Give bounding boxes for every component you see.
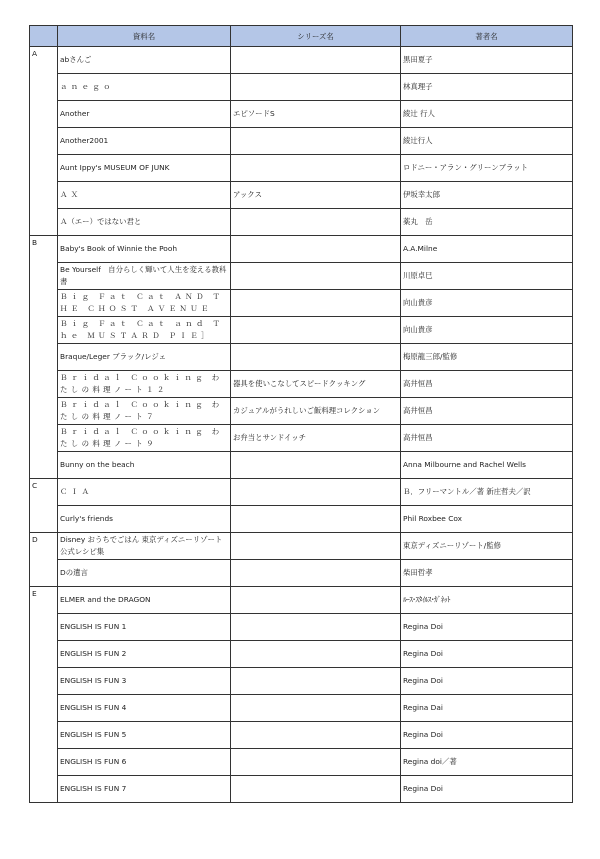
series-cell [231,695,401,722]
group-letter: D [30,533,58,587]
series-cell [231,641,401,668]
table-row [30,317,573,344]
author-cell: Regina doi／著 [401,749,573,776]
title-cell: ａｎｅｇｏ [58,74,231,101]
header-title: 資料名 [58,26,231,47]
table-row [30,344,573,371]
author-cell: Regina Dai [401,695,573,722]
table-row [30,587,573,614]
series-cell [231,290,401,317]
header-series: シリーズ名 [231,26,401,47]
series-cell [231,560,401,587]
author-cell: 梅原龍三郎/監修 [401,344,573,371]
title-cell: Braque/Leger ブラック/レジェ [58,344,231,371]
title-cell: abさんご [58,47,231,74]
author-cell: Regina Doi [401,776,573,803]
title-cell: ENGLISH IS FUN 3 [58,668,231,695]
group-letter: A [30,47,58,236]
author-cell: 林真理子 [401,74,573,101]
author-cell: 向山貴彦 [401,317,573,344]
series-cell [231,749,401,776]
title-cell: Bunny on the beach [58,452,231,479]
title-cell: ENGLISH IS FUN 6 [58,749,231,776]
title-cell: ELMER and the DRAGON [58,587,231,614]
group-letter: E [30,587,58,803]
author-cell: Regina Doi [401,722,573,749]
title-cell: Ｂｉｇ Ｆａｔ Ｃａｔ ＡＮＤ ＴＨＥ ＣＨＯＳＴ ＡＶＥＮＵＥ [58,290,231,317]
series-cell: エピソードS [231,101,401,128]
series-cell: カジュアルがうれしいご飯料理コレクション [231,398,401,425]
author-cell: Anna Milbourne and Rachel Wells [401,452,573,479]
table-row [30,722,573,749]
table-row [30,398,573,425]
table-row [30,209,573,236]
table-row [30,776,573,803]
series-cell [231,479,401,506]
series-cell [231,263,401,290]
author-cell: 川原卓巳 [401,263,573,290]
title-cell: Ｂｒｉｄａｌ Ｃｏｏｋｉｎｇ わたしの料理ノート７ [58,398,231,425]
table-row [30,371,573,398]
author-cell: Phil Roxbee Cox [401,506,573,533]
author-cell: 綾辻 行人 [401,101,573,128]
title-cell: ENGLISH IS FUN 1 [58,614,231,641]
series-cell: お弁当とサンドイッチ [231,425,401,452]
table-row [30,290,573,317]
series-cell [231,236,401,263]
series-cell [231,533,401,560]
author-cell: Ｂ．フリーマントル／著 新庄哲夫／訳 [401,479,573,506]
title-cell: ENGLISH IS FUN 7 [58,776,231,803]
series-cell [231,74,401,101]
table-body [30,47,573,803]
author-cell: 高井恒昌 [401,398,573,425]
table-row [30,101,573,128]
title-cell: Ａ（エー）ではない君と [58,209,231,236]
header-row [30,26,573,47]
table-row [30,614,573,641]
table-row [30,452,573,479]
series-cell [231,587,401,614]
title-cell: Aunt Ippy's MUSEUM OF JUNK [58,155,231,182]
series-cell [231,344,401,371]
series-cell [231,668,401,695]
author-cell: 黒田夏子 [401,47,573,74]
title-cell: ENGLISH IS FUN 5 [58,722,231,749]
series-cell [231,614,401,641]
table-row [30,749,573,776]
series-cell: アックス [231,182,401,209]
table-row [30,506,573,533]
author-cell: ﾙｰｽ･ｽﾀｲﾙｽ･ｶﾞﾈｯﾄ [401,587,573,614]
table-row [30,425,573,452]
table-row [30,560,573,587]
author-cell: 東京ディズニーリゾート/監修 [401,533,573,560]
title-cell: Another2001 [58,128,231,155]
author-cell: ロドニー・アラン・グリーンブラット [401,155,573,182]
author-cell: 伊坂幸太郎 [401,182,573,209]
title-cell: Curly's friends [58,506,231,533]
series-cell [231,722,401,749]
author-cell: 綾辻行人 [401,128,573,155]
series-cell [231,128,401,155]
title-cell: Disney おうちでごはん 東京ディズニーリゾート公式レシピ集 [58,533,231,560]
title-cell: Ｂｒｉｄａｌ Ｃｏｏｋｉｎｇ わたしの料理ノート１２ [58,371,231,398]
table-row [30,155,573,182]
series-cell [231,317,401,344]
title-cell: ENGLISH IS FUN 2 [58,641,231,668]
group-letter: C [30,479,58,533]
author-cell: A.A.Milne [401,236,573,263]
title-cell: ＣＩＡ [58,479,231,506]
header-author: 著者名 [401,26,573,47]
series-cell [231,776,401,803]
title-cell: Be Yourself 自分らしく輝いて人生を変える教科書 [58,263,231,290]
author-cell: 薬丸 岳 [401,209,573,236]
table-row [30,47,573,74]
title-cell: Ｂｒｉｄａｌ Ｃｏｏｋｉｎｇ わたしの料理ノート９ [58,425,231,452]
series-cell [231,209,401,236]
table-row [30,263,573,290]
author-cell: 柴田哲孝 [401,560,573,587]
author-cell: 向山貴彦 [401,290,573,317]
table-row [30,236,573,263]
title-cell: Dの遺言 [58,560,231,587]
table-row [30,182,573,209]
table-header [30,26,573,47]
title-cell: Ｂｉｇ Ｆａｔ Ｃａｔ ａｎｄ Ｔｈｅ ＭＵＳＴＡＲＤ ＰＩＥ］ [58,317,231,344]
author-cell: Regina Doi [401,668,573,695]
table-row [30,74,573,101]
table-row [30,533,573,560]
header-index [30,26,58,47]
series-cell: 器具を使いこなしてスピードクッキング [231,371,401,398]
table-row [30,641,573,668]
table-row [30,668,573,695]
title-cell: Baby's Book of Winnie the Pooh [58,236,231,263]
title-cell: ＡＸ [58,182,231,209]
title-cell: Another [58,101,231,128]
author-cell: Regina Doi [401,641,573,668]
table-row [30,695,573,722]
author-cell: Regina Doi [401,614,573,641]
catalog-table [29,25,573,803]
table-row [30,479,573,506]
table-row [30,128,573,155]
series-cell [231,155,401,182]
title-cell: ENGLISH IS FUN 4 [58,695,231,722]
author-cell: 高井恒昌 [401,371,573,398]
author-cell: 高井恒昌 [401,425,573,452]
group-letter: B [30,236,58,479]
series-cell [231,506,401,533]
series-cell [231,452,401,479]
series-cell [231,47,401,74]
